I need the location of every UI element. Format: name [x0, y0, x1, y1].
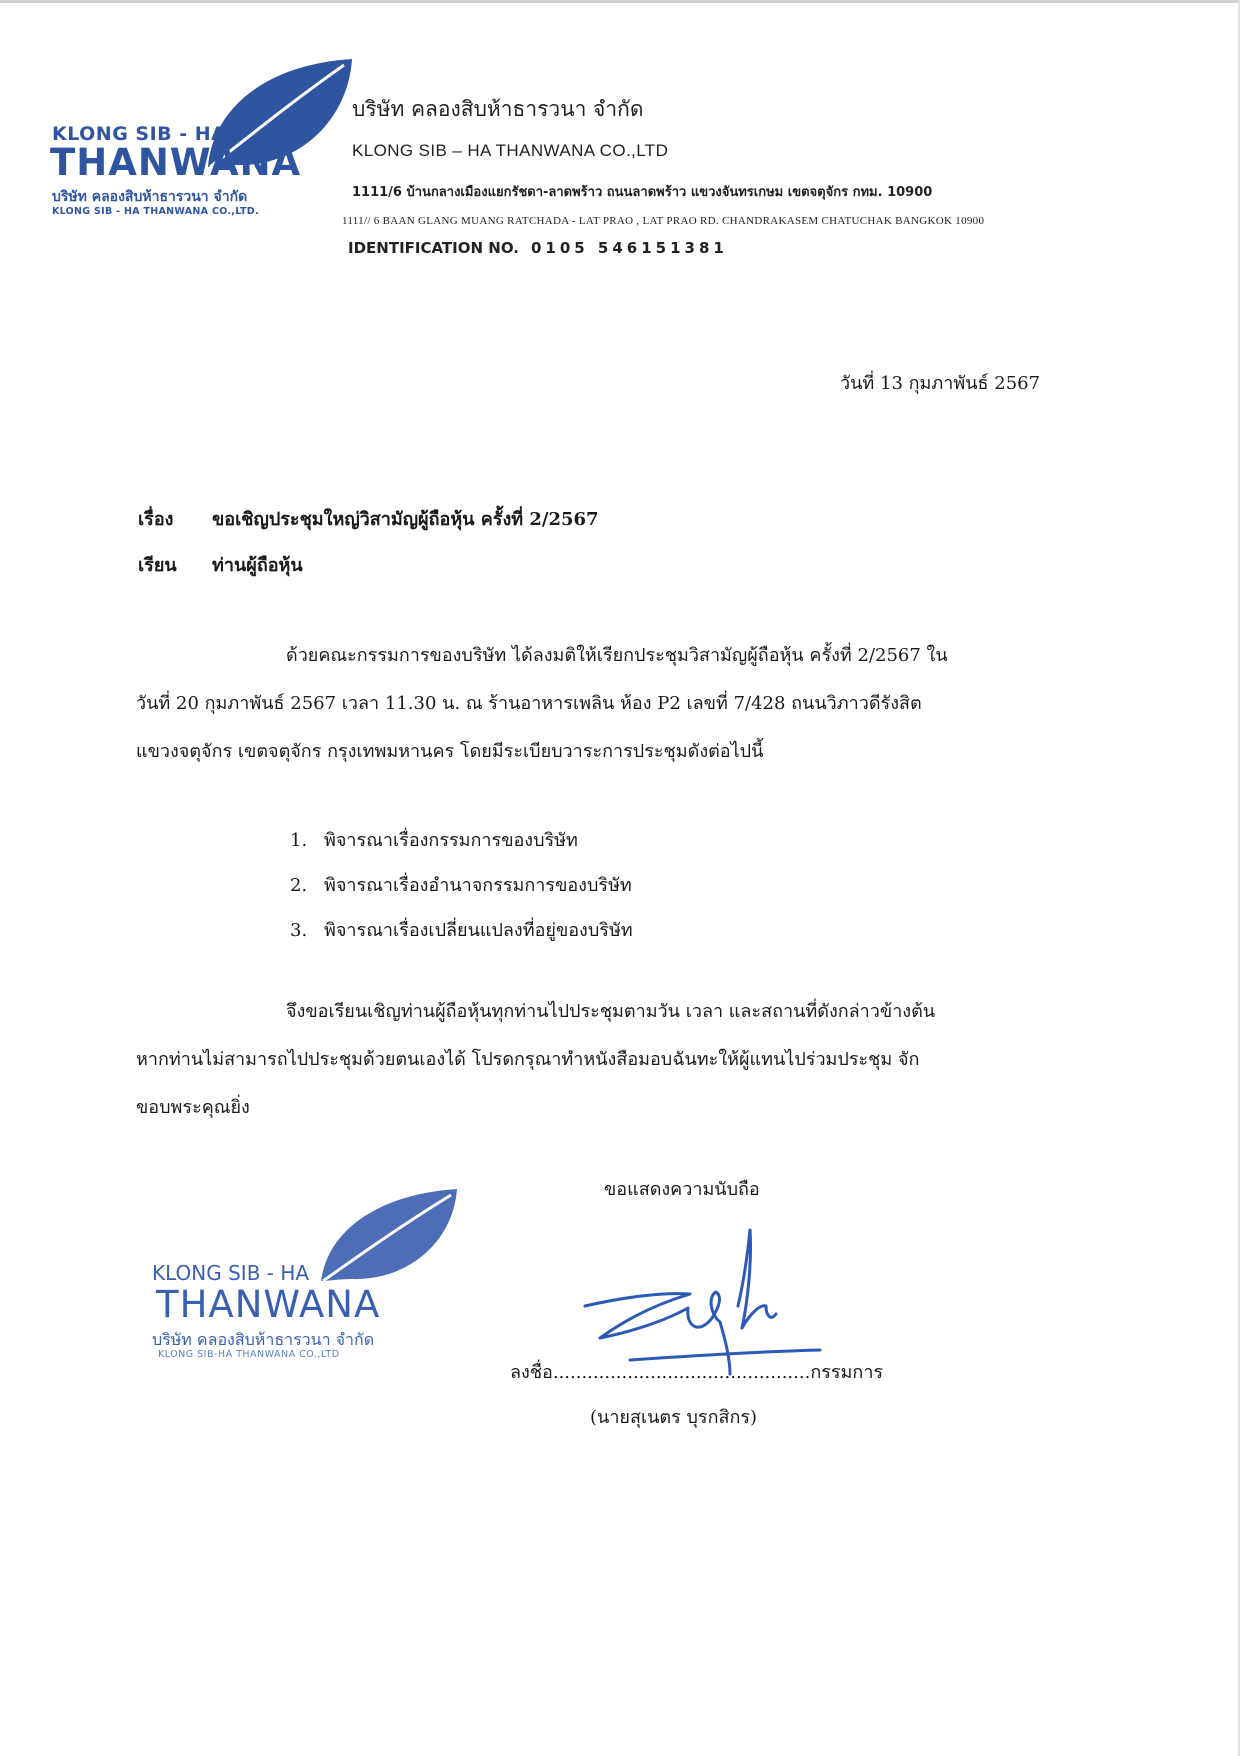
- letter-date: วันที่ 13 กุมภาพันธ์ 2567: [840, 373, 1041, 394]
- stamp-line-1: KLONG SIB - HA: [152, 1261, 310, 1285]
- paragraph-1: [136, 632, 1066, 776]
- company-logo: [52, 55, 322, 215]
- subject-label: เรื่อง: [138, 509, 174, 530]
- closing-text: ขอแสดงความนับถือ: [604, 1179, 760, 1200]
- logo-line-2: THANWANA: [50, 141, 302, 184]
- stamp-line-3: บริษัท คลองสิบห้าธารวนา จำกัด: [152, 1330, 375, 1349]
- paragraph-line: จึงขอเรียนเชิญท่านผู้ถือหุ้นทุกท่านไปประชุมตามวัน เวลา และสถานที่ดังกล่าวข้างต้น: [286, 1001, 936, 1022]
- paragraph-line: หากท่านไม่สามารถไปประชุมด้วยตนเองได้ โปรดกรุณาทำหนังสือมอบฉันทะให้ผู้แทนไปร่วมประชุม จัก: [136, 1049, 920, 1070]
- leaf-icon: [315, 1185, 465, 1285]
- agenda-text: พิจารณาเรื่องอำนาจกรรมการของบริษัท: [324, 875, 632, 896]
- signature-line: ลงชื่อ.............................................กรรมการ: [510, 1362, 884, 1383]
- recipient-row: [138, 550, 303, 579]
- handwritten-signature: [570, 1210, 830, 1380]
- agenda-text: พิจารณาเรื่องกรรมการของบริษัท: [324, 830, 578, 851]
- agenda-item: [290, 863, 633, 908]
- agenda-item: [290, 818, 633, 863]
- company-stamp: [150, 1185, 450, 1365]
- agenda-item: [290, 908, 633, 953]
- paragraph-line: แขวงจตุจักร เขตจตุจักร กรุงเทพมหานคร โดยมีระเบียบวาระการประชุมดังต่อไปนี้: [136, 741, 764, 762]
- stamp-line-4: KLONG SIB-HA THANWANA CO.,LTD: [158, 1349, 340, 1360]
- agenda-number: 3.: [290, 920, 308, 941]
- identification-value: 0105 546151381: [530, 239, 728, 257]
- subject-row: [138, 504, 599, 533]
- paragraph-line: ด้วยคณะกรรมการของบริษัท ได้ลงมติให้เรียกประชุมวิสามัญผู้ถือหุ้น ครั้งที่ 2/2567 ใน: [286, 645, 948, 666]
- scan-edge: [0, 0, 1240, 3]
- subject-text: ขอเชิญประชุมใหญ่วิสามัญผู้ถือหุ้น ครั้งที่ 2/2567: [212, 509, 599, 530]
- recipient-text: ท่านผู้ถือหุ้น: [212, 555, 303, 576]
- company-name-en: KLONG SIB – HA THANWANA CO.,LTD: [352, 141, 669, 160]
- stamp-line-2: THANWANA: [156, 1283, 381, 1326]
- logo-line-1: KLONG SIB - HA: [52, 123, 227, 145]
- agenda-number: 1.: [290, 830, 308, 851]
- identification-label: IDENTIFICATION NO.: [348, 239, 519, 257]
- address-en: 1111// 6 BAAN GLANG MUANG RATCHADA - LAT PRAO , LAT PRAO RD. CHANDRAKASEM CHATUCHAK BANGKOK 10900: [342, 215, 985, 227]
- agenda-list: [290, 818, 633, 953]
- paragraph-line: วันที่ 20 กุมภาพันธ์ 2567 เวลา 11.30 น. ณ ร้านอาหารเพลิน ห้อง P2 เลขที่ 7/428 ถนนวิภาวดีรังสิต: [136, 693, 922, 714]
- logo-line-3: บริษัท คลองสิบห้าธารวนา จำกัด: [52, 189, 248, 205]
- agenda-text: พิจารณาเรื่องเปลี่ยนแปลงที่อยู่ของบริษัท: [324, 920, 633, 941]
- company-name-th: บริษัท คลองสิบห้าธารวนา จำกัด: [352, 97, 644, 121]
- recipient-label: เรียน: [138, 555, 177, 576]
- agenda-number: 2.: [290, 875, 308, 896]
- signer-name: (นายสุเนตร บุรกสิกร): [590, 1407, 758, 1428]
- identification-number: [348, 239, 728, 257]
- paragraph-line: ขอบพระคุณยิ่ง: [136, 1097, 250, 1118]
- logo-line-4: KLONG SIB - HA THANWANA CO.,LTD.: [52, 206, 259, 217]
- address-th: 1111/6 บ้านกลางเมืองแยกรัชดา-ลาดพร้าว ถนนลาดพร้าว แขวงจันทรเกษม เขตจตุจักร กทม. 10900: [352, 185, 933, 200]
- paragraph-2: [136, 988, 1066, 1132]
